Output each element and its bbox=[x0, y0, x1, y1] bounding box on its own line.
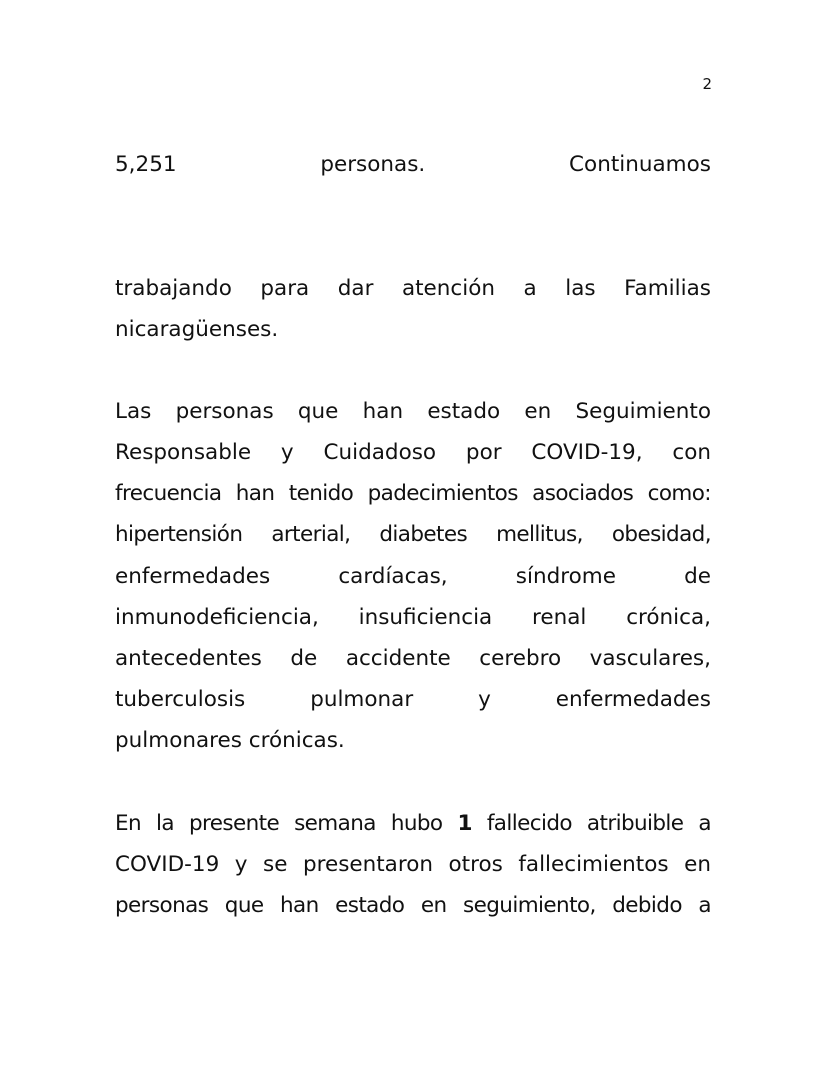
word: inmunodeficiencia, bbox=[115, 605, 319, 630]
word: debido bbox=[612, 893, 682, 918]
word: se bbox=[263, 852, 288, 877]
word: hubo bbox=[390, 811, 443, 836]
word: estado bbox=[427, 399, 501, 424]
word: para bbox=[260, 276, 310, 301]
word: a bbox=[698, 893, 711, 918]
word: en bbox=[684, 852, 711, 877]
word: Responsable bbox=[115, 440, 252, 465]
word: antecedentes bbox=[115, 646, 262, 671]
word: las bbox=[565, 276, 596, 301]
word: atención bbox=[401, 276, 495, 301]
word: tenido bbox=[288, 481, 354, 506]
word: insuficiencia bbox=[358, 605, 493, 630]
paragraph-3-line-6 bbox=[115, 603, 711, 633]
word: Continuamos bbox=[569, 152, 711, 177]
word: a bbox=[698, 811, 711, 836]
word: 5,251 bbox=[115, 152, 177, 177]
word: han bbox=[362, 399, 404, 424]
word: trabajando bbox=[115, 276, 232, 301]
word: cerebro bbox=[479, 646, 562, 671]
word: asociados bbox=[532, 481, 634, 506]
word: semana bbox=[294, 811, 376, 836]
word: dar bbox=[337, 276, 374, 301]
word: cardíacas, bbox=[338, 564, 448, 589]
paragraph-4-line-1 bbox=[115, 809, 711, 839]
word: como: bbox=[647, 481, 711, 506]
paragraph-2-line-2: nicaragüenses. bbox=[115, 317, 279, 342]
word: diabetes bbox=[379, 522, 468, 547]
word: COVID-19, bbox=[531, 440, 643, 465]
word: Familias bbox=[624, 276, 711, 301]
paragraph-2-line-1 bbox=[115, 274, 711, 304]
word: otros bbox=[448, 852, 503, 877]
word: estado bbox=[335, 893, 405, 918]
word: tuberculosis bbox=[115, 687, 246, 712]
word: en bbox=[420, 893, 447, 918]
word: de bbox=[684, 564, 711, 589]
paragraph-4-line-3 bbox=[115, 891, 711, 921]
word: presentaron bbox=[302, 852, 434, 877]
word: han bbox=[235, 481, 275, 506]
paragraph-4-line-2 bbox=[115, 850, 711, 880]
paragraph-3-line-5 bbox=[115, 562, 711, 592]
word: presente bbox=[188, 811, 280, 836]
word: enfermedades bbox=[115, 564, 271, 589]
word: la bbox=[156, 811, 174, 836]
word: que bbox=[224, 893, 264, 918]
word: pulmonar bbox=[310, 687, 414, 712]
word: vasculares, bbox=[589, 646, 711, 671]
paragraph-3-line-3 bbox=[115, 479, 711, 509]
word: arterial, bbox=[271, 522, 351, 547]
word: por bbox=[465, 440, 502, 465]
word: padecimientos bbox=[367, 481, 518, 506]
paragraph-1-line-1 bbox=[115, 150, 711, 180]
word: y bbox=[280, 440, 294, 465]
word: atribuible bbox=[586, 811, 684, 836]
word: personas bbox=[175, 399, 274, 424]
word: han bbox=[279, 893, 319, 918]
word: en bbox=[524, 399, 552, 424]
word: enfermedades bbox=[555, 687, 711, 712]
word: con bbox=[672, 440, 711, 465]
word: a bbox=[523, 276, 537, 301]
word: personas bbox=[115, 893, 209, 918]
word: seguimiento, bbox=[463, 893, 596, 918]
word: fallecimientos bbox=[518, 852, 669, 877]
word: Seguimiento bbox=[575, 399, 711, 424]
word: accidente bbox=[345, 646, 451, 671]
word: hipertensión bbox=[115, 522, 243, 547]
word: de bbox=[290, 646, 318, 671]
fatality-count: 1 bbox=[457, 811, 472, 836]
word: En bbox=[115, 811, 142, 836]
word: frecuencia bbox=[115, 481, 222, 506]
word: y bbox=[478, 687, 491, 712]
word: personas. bbox=[320, 152, 426, 177]
paragraph-3-line-1 bbox=[115, 397, 711, 427]
word: mellitus, bbox=[496, 522, 583, 547]
word: y bbox=[234, 852, 248, 877]
paragraph-3-line-4 bbox=[115, 520, 711, 550]
paragraph-3-line-2 bbox=[115, 438, 711, 468]
word: COVID-19 bbox=[115, 852, 220, 877]
page-number: 2 bbox=[702, 75, 712, 93]
word: Cuidadoso bbox=[323, 440, 437, 465]
word: crónica, bbox=[626, 605, 711, 630]
word: síndrome bbox=[515, 564, 616, 589]
word: renal bbox=[532, 605, 587, 630]
word: Las bbox=[115, 399, 152, 424]
paragraph-3-line-7 bbox=[115, 644, 711, 674]
word: fallecido bbox=[486, 811, 572, 836]
paragraph-3-line-8 bbox=[115, 685, 711, 715]
word: que bbox=[297, 399, 339, 424]
paragraph-3-line-9: pulmonares crónicas. bbox=[115, 728, 345, 753]
word: obesidad, bbox=[611, 522, 711, 547]
